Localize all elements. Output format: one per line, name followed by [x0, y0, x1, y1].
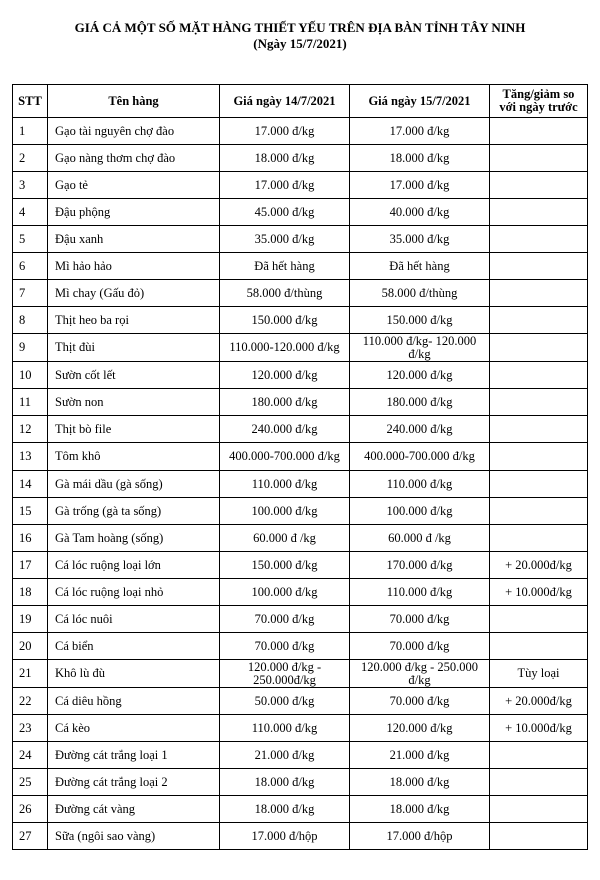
row-price-curr: 120.000 đ/kg [350, 362, 490, 389]
row-stt: 4 [13, 199, 48, 226]
row-price-curr: Đã hết hàng [350, 253, 490, 280]
row-price-curr: 58.000 đ/thùng [350, 280, 490, 307]
row-item-name: Sườn cốt lết [48, 362, 220, 389]
row-change [490, 606, 588, 633]
row-price-prev: Đã hết hàng [220, 253, 350, 280]
row-change [490, 118, 588, 145]
row-price-prev: 400.000-700.000 đ/kg [220, 443, 350, 471]
row-price-prev: 110.000 đ/kg [220, 715, 350, 742]
table-row [13, 307, 588, 334]
row-stt: 17 [13, 552, 48, 579]
row-item-name: Gạo tẻ [48, 172, 220, 199]
row-item-name: Cá diêu hồng [48, 688, 220, 715]
header-change: Tăng/giảm so với ngày trước [490, 85, 588, 118]
row-item-name: Đường cát vàng [48, 796, 220, 823]
row-price-curr: 170.000 đ/kg [350, 552, 490, 579]
row-change [490, 199, 588, 226]
row-change [490, 253, 588, 280]
table-row [13, 498, 588, 525]
row-price-curr: 120.000 đ/kg [350, 715, 490, 742]
row-change [490, 226, 588, 253]
row-change [490, 796, 588, 823]
row-item-name: Thịt heo ba rọi [48, 307, 220, 334]
row-price-curr: 18.000 đ/kg [350, 796, 490, 823]
row-price-prev: 18.000 đ/kg [220, 769, 350, 796]
row-change [490, 172, 588, 199]
row-price-curr: 150.000 đ/kg [350, 307, 490, 334]
row-change [490, 769, 588, 796]
row-change [490, 823, 588, 850]
row-price-prev: 17.000 đ/kg [220, 172, 350, 199]
row-price-prev: 240.000 đ/kg [220, 416, 350, 443]
row-change [490, 443, 588, 471]
row-price-prev: 17.000 đ/kg [220, 118, 350, 145]
row-change [490, 145, 588, 172]
row-change [490, 525, 588, 552]
row-item-name: Gạo nàng thơm chợ đào [48, 145, 220, 172]
row-price-curr: 240.000 đ/kg [350, 416, 490, 443]
row-item-name: Đậu xanh [48, 226, 220, 253]
row-price-curr: 40.000 đ/kg [350, 199, 490, 226]
row-stt: 26 [13, 796, 48, 823]
row-price-curr: 110.000 đ/kg [350, 471, 490, 498]
row-stt: 15 [13, 498, 48, 525]
table-row [13, 606, 588, 633]
row-item-name: Đường cát trắng loại 1 [48, 742, 220, 769]
row-item-name: Cá lóc ruộng loại nhỏ [48, 579, 220, 606]
row-price-curr: 18.000 đ/kg [350, 769, 490, 796]
row-price-prev: 50.000 đ/kg [220, 688, 350, 715]
row-price-prev: 21.000 đ/kg [220, 742, 350, 769]
row-price-curr: 120.000 đ/kg - 250.000 đ/kg [350, 660, 490, 688]
header-price-curr: Giá ngày 15/7/2021 [350, 85, 490, 118]
row-stt: 21 [13, 660, 48, 688]
row-price-prev: 120.000 đ/kg - 250.000đ/kg [220, 660, 350, 688]
row-item-name: Mì chay (Gấu đỏ) [48, 280, 220, 307]
table-row [13, 715, 588, 742]
row-stt: 27 [13, 823, 48, 850]
row-item-name: Tôm khô [48, 443, 220, 471]
row-change: + 20.000đ/kg [490, 552, 588, 579]
row-stt: 20 [13, 633, 48, 660]
row-item-name: Mì hảo hảo [48, 253, 220, 280]
row-item-name: Sữa (ngôi sao vàng) [48, 823, 220, 850]
table-row [13, 226, 588, 253]
row-item-name: Cá kèo [48, 715, 220, 742]
row-price-prev: 100.000 đ/kg [220, 498, 350, 525]
row-price-curr: 17.000 đ/kg [350, 118, 490, 145]
table-row [13, 199, 588, 226]
row-price-curr: 400.000-700.000 đ/kg [350, 443, 490, 471]
row-item-name: Thịt đùi [48, 334, 220, 362]
row-item-name: Gạo tài nguyên chợ đào [48, 118, 220, 145]
row-stt: 8 [13, 307, 48, 334]
row-change [490, 742, 588, 769]
row-change [490, 471, 588, 498]
row-price-prev: 70.000 đ/kg [220, 606, 350, 633]
table-row [13, 443, 588, 471]
table-row [13, 145, 588, 172]
document-subtitle: (Ngày 15/7/2021) [253, 36, 347, 51]
row-stt: 23 [13, 715, 48, 742]
row-change [490, 362, 588, 389]
row-stt: 14 [13, 471, 48, 498]
row-stt: 7 [13, 280, 48, 307]
table-row [13, 416, 588, 443]
row-change: + 10.000đ/kg [490, 579, 588, 606]
row-stt: 3 [13, 172, 48, 199]
row-price-prev: 120.000 đ/kg [220, 362, 350, 389]
row-item-name: Gà Tam hoàng (sống) [48, 525, 220, 552]
row-change: + 10.000đ/kg [490, 715, 588, 742]
row-stt: 11 [13, 389, 48, 416]
row-price-prev: 150.000 đ/kg [220, 307, 350, 334]
table-row [13, 769, 588, 796]
row-stt: 1 [13, 118, 48, 145]
table-row [13, 796, 588, 823]
row-item-name: Đường cát trắng loại 2 [48, 769, 220, 796]
row-stt: 5 [13, 226, 48, 253]
table-row [13, 525, 588, 552]
row-stt: 18 [13, 579, 48, 606]
row-stt: 19 [13, 606, 48, 633]
row-price-prev: 58.000 đ/thùng [220, 280, 350, 307]
row-change: Tùy loại [490, 660, 588, 688]
row-item-name: Cá lóc ruộng loại lớn [48, 552, 220, 579]
table-row [13, 688, 588, 715]
row-price-prev: 18.000 đ/kg [220, 796, 350, 823]
row-change [490, 334, 588, 362]
row-stt: 13 [13, 443, 48, 471]
table-row [13, 253, 588, 280]
row-change [490, 416, 588, 443]
price-table [12, 84, 588, 850]
row-price-prev: 150.000 đ/kg [220, 552, 350, 579]
table-row [13, 471, 588, 498]
row-price-prev: 180.000 đ/kg [220, 389, 350, 416]
row-stt: 6 [13, 253, 48, 280]
table-row [13, 660, 588, 688]
row-stt: 10 [13, 362, 48, 389]
price-table-body [13, 118, 588, 850]
row-stt: 2 [13, 145, 48, 172]
row-item-name: Đậu phộng [48, 199, 220, 226]
table-row [13, 389, 588, 416]
header-row [13, 85, 588, 118]
price-table-header [13, 85, 588, 118]
row-change: + 20.000đ/kg [490, 688, 588, 715]
table-row [13, 280, 588, 307]
row-price-prev: 45.000 đ/kg [220, 199, 350, 226]
header-price-prev: Giá ngày 14/7/2021 [220, 85, 350, 118]
row-item-name: Thịt bò file [48, 416, 220, 443]
row-price-prev: 100.000 đ/kg [220, 579, 350, 606]
row-change [490, 498, 588, 525]
row-stt: 22 [13, 688, 48, 715]
row-change [490, 389, 588, 416]
row-price-curr: 17.000 đ/kg [350, 172, 490, 199]
row-price-prev: 110.000 đ/kg [220, 471, 350, 498]
table-row [13, 172, 588, 199]
row-price-curr: 110.000 đ/kg [350, 579, 490, 606]
row-stt: 24 [13, 742, 48, 769]
table-row [13, 579, 588, 606]
row-price-curr: 18.000 đ/kg [350, 145, 490, 172]
row-stt: 9 [13, 334, 48, 362]
row-price-curr: 35.000 đ/kg [350, 226, 490, 253]
header-name: Tên hàng [48, 85, 220, 118]
table-row [13, 118, 588, 145]
row-price-prev: 35.000 đ/kg [220, 226, 350, 253]
table-row [13, 334, 588, 362]
row-price-curr: 21.000 đ/kg [350, 742, 490, 769]
table-row [13, 362, 588, 389]
row-price-curr: 70.000 đ/kg [350, 633, 490, 660]
row-item-name: Sườn non [48, 389, 220, 416]
document-title: GIÁ CẢ MỘT SỐ MẶT HÀNG THIẾT YẾU TRÊN ĐỊA BÀN TỈNH TÂY NINH [74, 20, 526, 35]
row-price-curr: 100.000 đ/kg [350, 498, 490, 525]
row-change [490, 280, 588, 307]
row-price-prev: 17.000 đ/hộp [220, 823, 350, 850]
row-price-curr: 17.000 đ/hộp [350, 823, 490, 850]
row-price-curr: 60.000 đ /kg [350, 525, 490, 552]
row-item-name: Gà mái dầu (gà sống) [48, 471, 220, 498]
row-item-name: Khô lù đù [48, 660, 220, 688]
row-price-curr: 70.000 đ/kg [350, 606, 490, 633]
row-price-prev: 60.000 đ /kg [220, 525, 350, 552]
row-price-curr: 180.000 đ/kg [350, 389, 490, 416]
table-row [13, 552, 588, 579]
row-price-curr: 110.000 đ/kg- 120.000 đ/kg [350, 334, 490, 362]
table-row [13, 742, 588, 769]
row-price-prev: 18.000 đ/kg [220, 145, 350, 172]
row-stt: 16 [13, 525, 48, 552]
row-item-name: Cá lóc nuôi [48, 606, 220, 633]
row-change [490, 307, 588, 334]
row-price-prev: 70.000 đ/kg [220, 633, 350, 660]
row-price-prev: 110.000-120.000 đ/kg [220, 334, 350, 362]
header-stt: STT [13, 85, 48, 118]
row-change [490, 633, 588, 660]
table-row [13, 633, 588, 660]
row-item-name: Gà trống (gà ta sống) [48, 498, 220, 525]
row-stt: 25 [13, 769, 48, 796]
row-price-curr: 70.000 đ/kg [350, 688, 490, 715]
row-stt: 12 [13, 416, 48, 443]
table-row [13, 823, 588, 850]
row-item-name: Cá biển [48, 633, 220, 660]
